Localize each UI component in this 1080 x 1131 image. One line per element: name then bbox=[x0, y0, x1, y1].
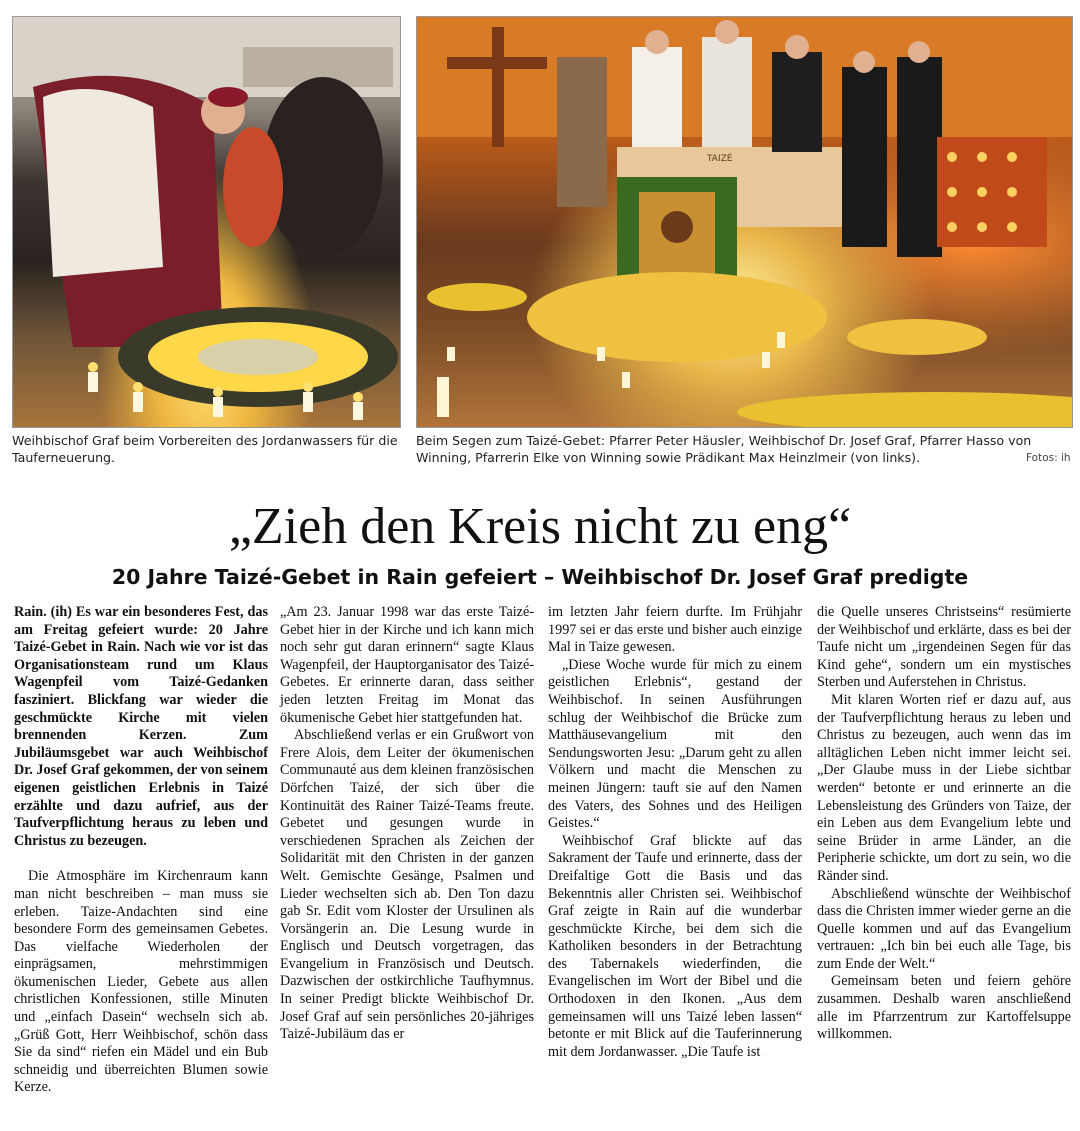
article-paragraph: „Diese Woche wurde für mich zu einem geistlichen Erlebnis“, gestand der Weihbischof. In seinen Ausführungen schlug der Weihbischof die Brücke zum Matthäusevangelium mit den Sendungsworten Jesu: „Darum geht zu allen Völkern und macht die Menschen zu meinen Jüngern: tauft sie auf den Namen des Vaters, des Sohnes und des Heiligen Geistes.“ bbox=[548, 656, 802, 832]
article-column-2 bbox=[280, 604, 534, 1044]
article-paragraph: Abschließend wünschte der Weihbischof dass die Christen immer wieder gerne an die Quelle kommen und auf das Evangelium vertrauen: „Ich bin bei euch alle Tage, bis zum Ende der Welt.“ bbox=[817, 885, 1071, 972]
article-lead: Rain. (ih) Es war ein besonderes Fest, das am Freitag gefeiert wurde: 20 Jahre Taizé-Gebet in Rain. Nach wie vor ist das Organisationsteam rund um Klaus Wagenpfeil vom Taizé-Gedanken fasziniert. Blickfang war wieder die geschmückte Kirche mit vielen brennenden Kerzen. Zum Jubiläumsgebet war auch Weihbischof Dr. Josef Graf gekommen, der von seinem eigenen geistlichen Erlebnis in Taizé erzählte und dazu aufrief, aus der Taufverpflichtung heraus zu leben und Christus zu bezeugen. bbox=[14, 604, 268, 849]
article-paragraph: Die Atmosphäre im Kirchenraum kann man nicht beschreiben – man muss sie erleben. Taize-Andachten sind eine besondere Form des gemeinsamen Gebetes. Das vielfache Wiederholen der einprägsamen, mehrstimmigen ökumenischen Lieder, Gebete aus allen christlichen Konfessionen, stille Minuten und „einfach Dasein“ wechseln sich ab. „Grüß Gott, Herr Weihbischof, schön dass Sie da sind“ riefen ein Mädel und ein Bub schneidig und überreichten Blumen sowie Kerze. bbox=[14, 868, 268, 1096]
article-paragraph: Weihbischof Graf blickte auf das Sakrament der Taufe und erinnerte, dass der Dreifaltige Gott die Basis und das Bekenntnis aller Christen sei. Weihbischof Graf zeigte in Rain auf die wunderbar geschmückte Kirche, bei dem sich die Katholiken besonders in der Betrachtung des Tabernakels wiederfinden, die Evangelischen im Wort der Bibel und die Orthodoxen in den Ikonen. „Aus dem gemeinsamen will uns Taizé leben lassen“ betonte er mit Blick auf die Tauferinnerung mit dem Jordanwasser. „Die Taufe ist bbox=[548, 832, 802, 1060]
article-paragraph: Mit klaren Worten rief er dazu auf, aus der Taufverpflichtung heraus zu leben und Christus zu bezeugen, auch wenn das im alltäglichen Leben nicht immer leicht sei. „Der Glaube muss in der Liebe sichtbar werden“ betonte er und erinnerte an die Lebensleistung des Gründers von Taize, der ein Leben aus dem Evangelium lebte und seine Brüder in arme Länder, an die Peripherie schickte, um dort zu sein, wo die Ränder sind. bbox=[817, 691, 1071, 884]
article-column-3 bbox=[548, 604, 802, 1061]
article-column-1 bbox=[14, 604, 268, 1097]
article-paragraph: „Am 23. Januar 1998 war das erste Taizé-Gebet hier in der Kirche und ich kann mich noch sehr gut daran erinnern“ sagte Klaus Wagenpfeil, der Hauptorganisator des Taizé-Gebetes. Er erinnerte daran, dass seither jeden letzten Freitag im Monat das ökumenische Gebet hier stattgefunden hat. bbox=[280, 604, 534, 726]
article-paragraph: Abschließend verlas er ein Grußwort von Frere Alois, dem Leiter der ökumenischen Communauté aus dem kleinen französischen Dörfchen Taizé, der sich über die Kontinuität des Rainer Taizé-Teams freute. Gebetet und gesungen wurde in verschiedenen Sprachen als Zeichen der Solidarität mit den Christen in der ganzen Welt. Gemischte Gesänge, Psalmen und Lieder wechselten sich ab. Den Ton dazu gab Sr. Edit vom Kloster der Ursulinen als Vorsängerin an. Die Lesung wurde in Englisch und Deutsch vorgetragen, das Evangelium in Französisch und Deutsch. Dazwischen der ostkirchliche Taufhymnus. In seiner Predigt blickte Weihbischof Dr. Josef Graf auf sein persönliches 20-jähriges Taizé-Jubiläum das er bbox=[280, 727, 534, 1043]
photo-blessing-taize-prayer bbox=[416, 16, 1073, 428]
article-paragraph: Gemeinsam beten und feiern gehöre zusammen. Deshalb waren anschließend alle im Pfarrzentrum zur Kartoffelsuppe willkommen. bbox=[817, 973, 1071, 1043]
altar-taize-text: TAIZÉ bbox=[707, 154, 733, 164]
photo-right-caption: Beim Segen zum Taizé-Gebet: Pfarrer Peter Häusler, Weihbischof Dr. Josef Graf, Pfarrer Hasso von Winning, Pfarrerin Elke von Winning sowie Prädikant Max Heinzlmeir (von links). bbox=[416, 433, 1032, 465]
article-headline: „Zieh den Kreis nicht zu eng“ bbox=[228, 498, 852, 555]
photo-right-illustration bbox=[417, 17, 1072, 427]
photo-left-caption: Weihbischof Graf beim Vorbereiten des Jordanwassers für die Tauferneuerung. bbox=[12, 433, 398, 465]
photo-left-illustration bbox=[13, 17, 400, 427]
article-subheadline: 20 Jahre Taizé-Gebet in Rain gefeiert – Weihbischof Dr. Josef Graf predigte bbox=[111, 565, 969, 589]
article-paragraph: die Quelle unseres Christseins“ resümierte der Weihbischof und erklärte, dass es bei der Taufe nicht um „irgendeinen Segen für das Kind gehe“, sondern um ein mystisches Sterben und Auferstehen in Christus. bbox=[817, 604, 1071, 691]
photo-bishop-jordan-water bbox=[12, 16, 401, 428]
article-column-4 bbox=[817, 604, 1071, 1044]
article-paragraph: im letzten Jahr feiern durfte. Im Frühjahr 1997 sei er das erste und bisher auch einzige Mal in Taize gewesen. bbox=[548, 604, 802, 656]
photo-credit: Fotos: ih bbox=[1026, 452, 1071, 464]
